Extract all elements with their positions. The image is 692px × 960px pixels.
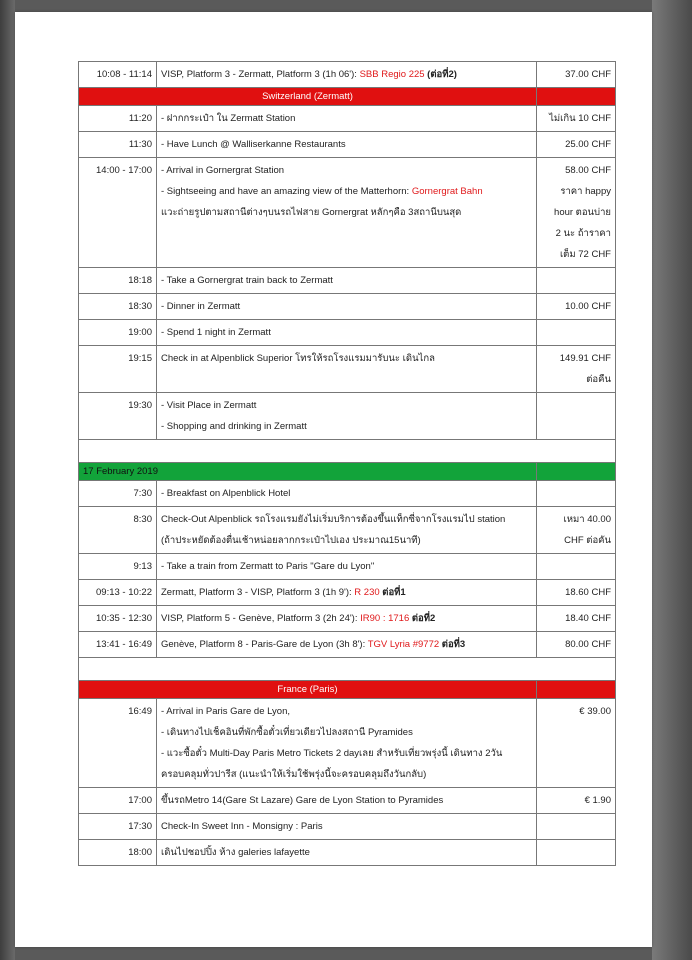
price-cell: € 1.90 (537, 788, 616, 814)
price-cell: 25.00 CHF (537, 132, 616, 158)
price-cell (537, 158, 616, 268)
price-cell (537, 507, 616, 554)
price-cell (537, 840, 616, 866)
background-shade-left (0, 0, 15, 960)
spacer-row (79, 440, 616, 463)
text-segment: (ต่อที่2) (424, 69, 457, 80)
activity-line: - แวะซื้อตั๋ว Multi-Day Paris Metro Tickets 2 dayเลย สำหรับเที่ยวพรุ่งนี้ เดินทาง 2วัน (161, 748, 503, 759)
price-cell: 80.00 CHF (537, 632, 616, 658)
activity-line: เดินไปชอปปิ้ง ห้าง galeries lafayette (161, 847, 310, 858)
price-cell (537, 320, 616, 346)
activity-line: Check-Out Alpenblick รถโรงแรมยังไม่เริ่มบริการต้องขึ้นแท็กซี่จากโรงแรมไป station (161, 514, 506, 525)
activity-line: - Breakfast on Alpenblick Hotel (161, 488, 291, 499)
time-cell: 18:30 (79, 294, 157, 320)
schedule-row (79, 507, 616, 554)
activity-cell (157, 554, 537, 580)
text-segment: IR90 : 1716 (360, 613, 410, 624)
text-segment: SBB Regio 225 (359, 69, 425, 80)
schedule-row (79, 393, 616, 440)
price-cell (537, 699, 616, 788)
time-cell: 11:20 (79, 106, 157, 132)
time-cell: 13:41 - 16:49 (79, 632, 157, 658)
time-cell: 19:30 (79, 393, 157, 440)
section-header: France (Paris) (79, 681, 537, 699)
price-cell (537, 481, 616, 507)
activity-cell (157, 814, 537, 840)
activity-cell (157, 632, 537, 658)
section-header-row (79, 88, 616, 106)
activity-line: Check-In Sweet Inn - Monsigny : Paris (161, 821, 323, 832)
activity-cell (157, 840, 537, 866)
activity-cell (157, 346, 537, 393)
time-cell: 7:30 (79, 481, 157, 507)
schedule-row (79, 632, 616, 658)
price-cell: 18.40 CHF (537, 606, 616, 632)
schedule-row (79, 814, 616, 840)
text-segment: R 230 (354, 587, 380, 598)
schedule-row (79, 62, 616, 88)
activity-cell (157, 481, 537, 507)
background-shade-right (652, 0, 692, 960)
activity-line: - Have Lunch @ Walliserkanne Restaurants (161, 139, 346, 150)
time-cell: 11:30 (79, 132, 157, 158)
activity-line: - Shopping and drinking in Zermatt (161, 421, 307, 432)
price-cell (537, 346, 616, 393)
time-cell: 19:15 (79, 346, 157, 393)
activity-cell (157, 580, 537, 606)
price-cell (537, 393, 616, 440)
header-filler-cell (537, 681, 616, 699)
activity-cell (157, 788, 537, 814)
activity-cell (157, 699, 537, 788)
price-cell: ไม่เกิน 10 CHF (537, 106, 616, 132)
price-line: CHF ต่อคัน (564, 535, 611, 546)
schedule-row (79, 699, 616, 788)
activity-cell (157, 294, 537, 320)
schedule-row (79, 158, 616, 268)
activity-line: - Visit Place in Zermatt (161, 400, 257, 411)
time-cell: 17:00 (79, 788, 157, 814)
schedule-row (79, 320, 616, 346)
activity-line: - Arrival in Paris Gare de Lyon, (161, 706, 291, 717)
text-segment: ต่อที่1 (379, 587, 406, 598)
schedule-row (79, 580, 616, 606)
time-cell: 9:13 (79, 554, 157, 580)
text-segment: TGV Lyria #9772 (367, 639, 440, 650)
schedule-row (79, 268, 616, 294)
activity-line: Check in at Alpenblick Superior โทรให้รถโรงแรมมารับนะ เดินไกล (161, 353, 435, 364)
schedule-row (79, 554, 616, 580)
activity-line: - Dinner in Zermatt (161, 301, 241, 312)
schedule-row (79, 788, 616, 814)
time-cell: 16:49 (79, 699, 157, 788)
activity-line: ครอบคลุมทั่วปารีส (แนะนำให้เริ่มใช้พรุ่งนี้จะครอบคลุมถึงวันกลับ) (161, 769, 427, 780)
date-header: 17 February 2019 (79, 463, 537, 481)
time-cell: 8:30 (79, 507, 157, 554)
schedule-row (79, 294, 616, 320)
price-cell: 18.60 CHF (537, 580, 616, 606)
price-cell (537, 814, 616, 840)
section-header-row (79, 681, 616, 699)
header-filler-cell (537, 463, 616, 481)
activity-line: - เดินทางไปเช็คอินที่พักซื้อตั๋วเที่ยวเดียวไปลงสถานี Pyramides (161, 727, 413, 738)
spacer-cell (79, 658, 616, 681)
price-line: เต็ม 72 CHF (559, 249, 611, 260)
header-filler-cell (537, 88, 616, 106)
activity-cell (157, 606, 537, 632)
price-line: hour ตอนบ่าย (554, 207, 611, 218)
price-line: ราคา happy (560, 186, 611, 197)
price-line: € 39.00 (579, 706, 611, 717)
date-header-row (79, 463, 616, 481)
text-segment: ต่อที่2 (409, 613, 436, 624)
activity-line (161, 181, 532, 202)
activity-line: ขึ้นรถMetro 14(Gare St Lazare) Gare de Lyon Station to Pyramides (161, 795, 444, 806)
activity-cell (157, 106, 537, 132)
time-cell: 10:35 - 12:30 (79, 606, 157, 632)
text-segment: VISP, Platform 5 - Genève, Platform 3 (2h 24'): (161, 613, 361, 624)
time-cell: 14:00 - 17:00 (79, 158, 157, 268)
activity-line: - Take a Gornergrat train back to Zermatt (161, 275, 333, 286)
activity-cell (157, 132, 537, 158)
time-cell: 18:18 (79, 268, 157, 294)
price-cell: 37.00 CHF (537, 62, 616, 88)
text-segment: Gornergrat Bahn (411, 186, 483, 197)
text-segment: Genève, Platform 8 - Paris-Gare de Lyon (3h 8'): (161, 639, 368, 650)
price-cell (537, 268, 616, 294)
text-segment: VISP, Platform 3 - Zermatt, Platform 3 (1h 06'): (161, 69, 360, 80)
section-header: Switzerland (Zermatt) (79, 88, 537, 106)
activity-cell (157, 393, 537, 440)
text-segment: Zermatt, Platform 3 - VISP, Platform 3 (1h 9'): (161, 587, 355, 598)
schedule-row (79, 481, 616, 507)
spacer-row (79, 658, 616, 681)
activity-line (161, 202, 532, 223)
activity-line: - Take a train from Zermatt to Paris "Gare du Lyon" (161, 561, 375, 572)
activity-line (161, 160, 532, 181)
time-cell: 10:08 - 11:14 (79, 62, 157, 88)
price-cell: 10.00 CHF (537, 294, 616, 320)
schedule-row (79, 606, 616, 632)
price-line: 149.91 CHF (559, 353, 611, 364)
activity-cell (157, 268, 537, 294)
price-line: 58.00 CHF (565, 165, 611, 176)
activity-line: - ฝากกระเป๋า ใน Zermatt Station (161, 113, 296, 124)
time-cell: 18:00 (79, 840, 157, 866)
schedule-row (79, 840, 616, 866)
text-segment: - Arrival in Gornergrat Station (161, 165, 285, 176)
itinerary-table (78, 61, 616, 866)
price-line: เหมา 40.00 (563, 514, 611, 525)
activity-cell (157, 62, 537, 88)
price-line: 2 นะ ถ้าราคา (555, 228, 611, 239)
text-segment: - Sightseeing and have an amazing view of the Matterhorn: (161, 186, 412, 197)
price-cell (537, 554, 616, 580)
schedule-row (79, 132, 616, 158)
time-cell: 17:30 (79, 814, 157, 840)
time-cell: 19:00 (79, 320, 157, 346)
activity-cell (157, 320, 537, 346)
text-segment: แวะถ่ายรูปตามสถานีต่างๆบนรถไฟสาย Gornergrat หลักๆคือ 3สถานีบนสุด (161, 207, 462, 218)
schedule-row (79, 106, 616, 132)
activity-line: (ถ้าประหยัดต้องตื่นเช้าหน่อยลากกระเป๋าไปเอง ประมาณ15นาที) (161, 535, 421, 546)
spacer-cell (79, 440, 616, 463)
text-segment: ต่อที่3 (439, 639, 466, 650)
schedule-row (79, 346, 616, 393)
activity-cell (157, 507, 537, 554)
activity-line: - Spend 1 night in Zermatt (161, 327, 271, 338)
time-cell: 09:13 - 10:22 (79, 580, 157, 606)
price-line: ต่อคืน (586, 374, 611, 385)
activity-cell (157, 158, 537, 268)
